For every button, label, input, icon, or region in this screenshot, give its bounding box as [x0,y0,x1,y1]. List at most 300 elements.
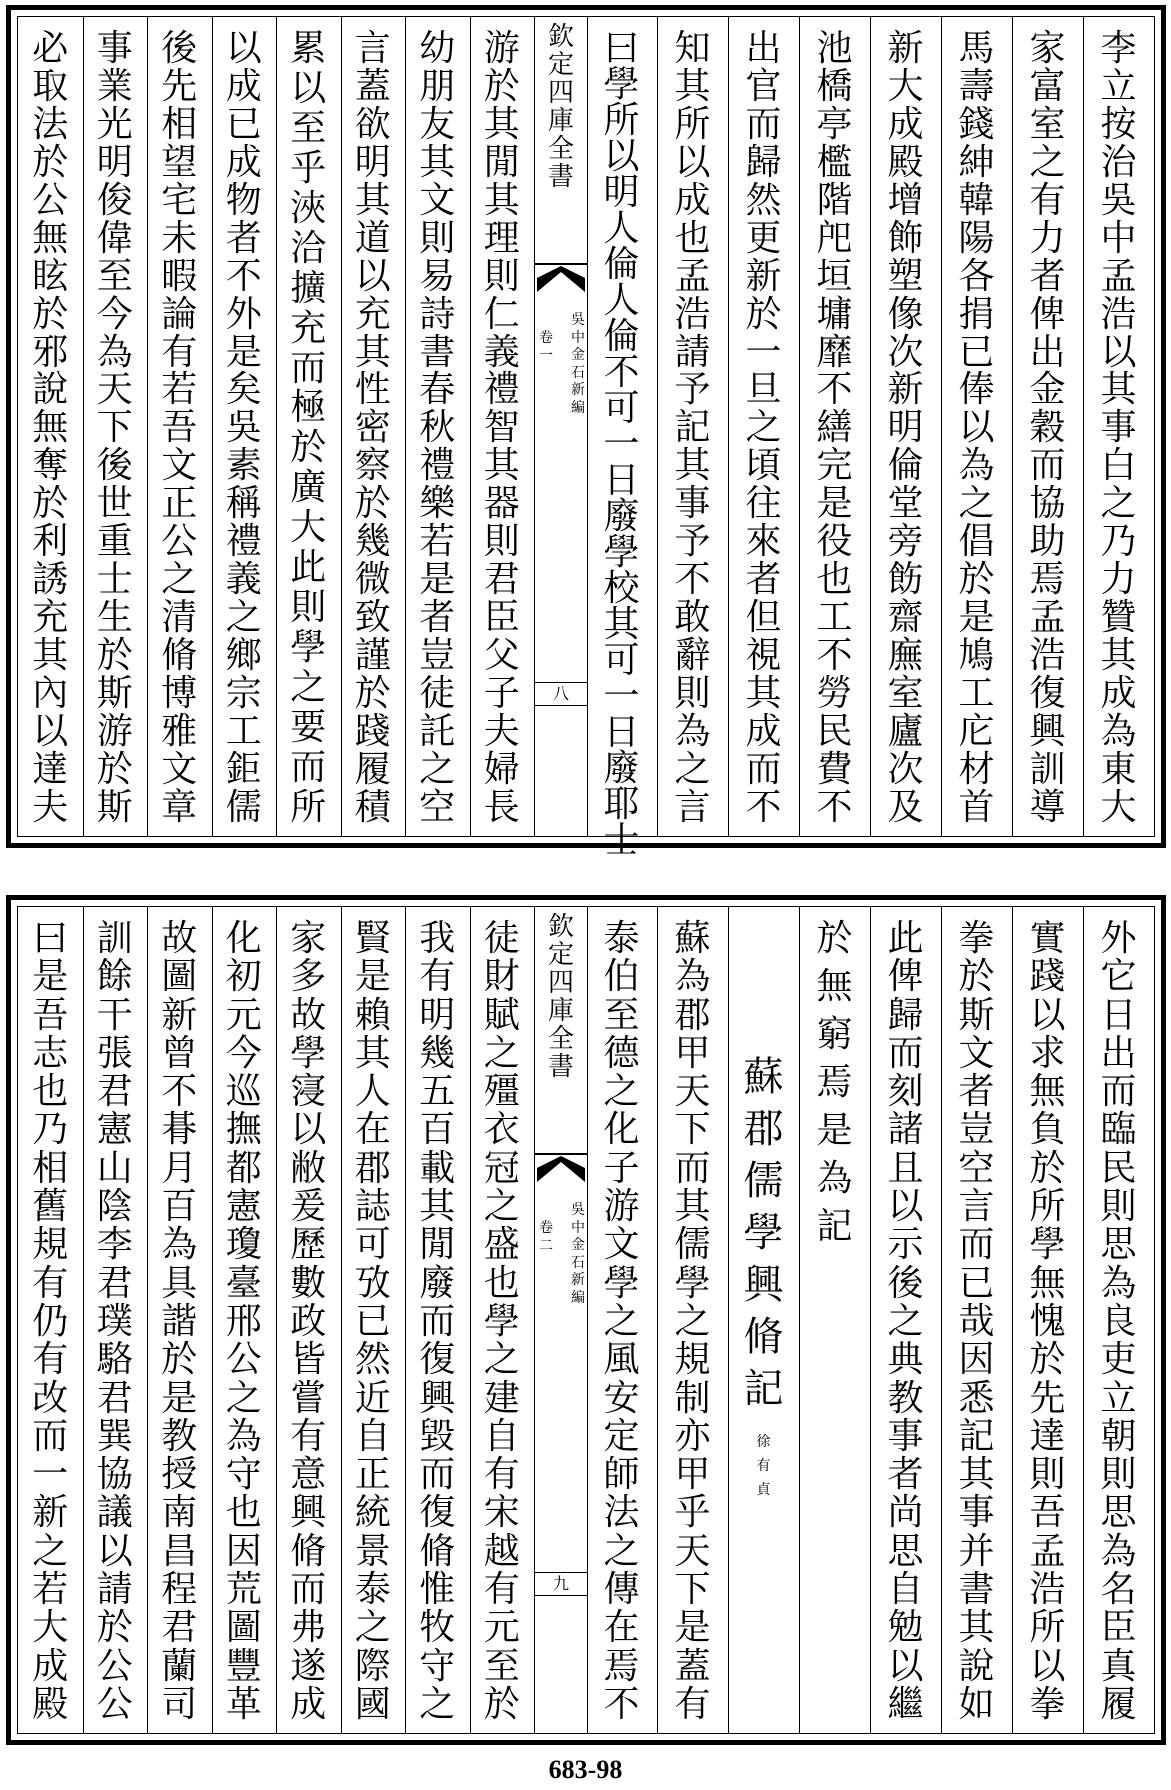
text-column-char: 倫 [603,244,640,285]
text-column-char: 公 [161,521,198,563]
text-column-char: 有 [161,331,198,373]
text-column-char: 各 [958,255,995,297]
text-column [882,907,929,1733]
text-column-char: 荒 [225,1569,262,1611]
text-column-char: 材 [958,748,995,790]
text-column-char: 成 [32,1645,69,1687]
text-column-char: 幾 [419,1032,456,1074]
column-rule [1012,907,1013,1733]
text-column-char: 於 [32,483,69,525]
text-column-char: 無 [1029,1071,1066,1113]
text-column-char: 以 [603,136,640,177]
text-column-char: 五 [419,1071,456,1113]
text-column-char: 際 [354,1645,391,1687]
text-column-char: 日 [1100,994,1137,1036]
text-column-char: 成 [887,103,924,145]
text-column-char: 公 [96,1645,133,1687]
text-column-char: 學 [1029,1224,1066,1266]
text-column-char: 明 [96,141,133,183]
text-column-char: 金 [1029,369,1066,411]
text-column-char: 新 [887,369,924,411]
text-column-char: 者 [419,597,456,639]
text-column [478,17,525,836]
text-column-char: 公 [32,179,69,221]
text-column-char: 其 [674,1186,711,1228]
text-column-char: 於 [1029,1339,1066,1381]
text-column-char: 興 [1029,710,1066,752]
text-column-char: 新 [161,994,198,1036]
text-column-char: 者 [887,1454,924,1496]
text-column-char: 後 [161,28,198,69]
text-column-char: 於 [958,956,995,998]
text-column-char: 俾 [1029,293,1066,335]
book-subtitle [571,312,585,417]
text-column-char: 李 [1100,28,1137,69]
text-column-char: 而 [745,103,782,145]
book-subtitle-char: 吳 [571,312,585,328]
text-column-char: 記 [816,1206,853,1247]
column-rule [405,907,406,1733]
column-rule [276,907,277,1733]
text-column-char: 士 [603,820,640,861]
text-column-char: 憲 [225,1186,262,1228]
column-rule [1083,907,1084,1733]
text-column-char: 韓 [958,179,995,221]
text-column-char: 有 [32,1262,69,1304]
series-title-char: 定 [547,940,574,971]
text-column-char: 於 [96,748,133,790]
text-column-char: 改 [32,1377,69,1419]
text-column-char: 授 [161,1454,198,1496]
text-column [811,17,858,836]
text-column-char: 之 [887,1300,924,1342]
text-column-char: 所 [603,100,640,141]
text-column-char: 也 [674,217,711,259]
text-column-char: 而 [419,1454,456,1496]
text-column-char: 至 [96,255,133,297]
text-column-char: 嘗 [290,1377,327,1419]
text-column-char: 請 [674,331,711,373]
text-column-char: 蘭 [161,1645,198,1687]
bottom-page-inner-frame [17,906,1155,1734]
text-column-char: 已 [958,1262,995,1304]
text-column-char: 言 [674,786,711,828]
text-column-char: 而 [958,1224,995,1266]
text-column-char: 泰 [603,918,640,959]
text-column-char: 性 [354,369,391,411]
text-column-char: 乎 [674,1492,711,1534]
text-column-char: 廬 [887,710,924,752]
text-column-char: 次 [887,331,924,373]
text-column-char: 之 [674,1300,711,1342]
text-column-char: 大 [1100,786,1137,828]
text-column-char: 言 [958,1186,995,1228]
text-column-char: 中 [1100,217,1137,259]
column-rule [405,17,406,836]
column-rule [276,17,277,836]
text-column-char: 以 [96,1530,133,1572]
text-column-char: 致 [354,597,391,639]
essay-title-char: 學 [743,1210,784,1256]
text-column-char: 欲 [354,103,391,145]
text-column-char: 其 [1100,369,1137,411]
text-column-char: 安 [603,1377,640,1419]
text-column-char: 尚 [887,1492,924,1534]
text-column-char: 學 [603,64,640,105]
text-column-char: 舊 [32,1186,69,1228]
text-column-char: 說 [32,369,69,411]
text-column-char: 郡 [354,1147,391,1189]
text-column-char: 閒 [419,1224,456,1266]
text-column-char: 自 [483,1415,520,1457]
text-column-char: 下 [674,1569,711,1611]
text-column-char: 窮 [816,1014,853,1055]
text-column-char: 焉 [1029,559,1066,601]
text-column-char: 斯 [958,994,995,1036]
text-column-char: 重 [96,521,133,563]
text-column-char: 之 [290,667,327,708]
text-column-char: 公 [225,1339,262,1381]
text-column-char: 者 [225,217,262,259]
text-column-char: 風 [603,1339,640,1381]
text-column-char: 婦 [483,748,520,790]
text-column-char: 為 [225,1415,262,1457]
text-column-char: 巡 [225,1071,262,1113]
text-column-char: 先 [161,65,198,107]
text-column-char: 理 [483,217,520,259]
text-column-char: 也 [816,559,853,601]
book-subtitle-char: 石 [571,1254,585,1271]
text-column-char: 游 [96,710,133,752]
text-column-char: 餘 [96,956,133,998]
text-column-char: 訓 [1029,748,1066,790]
text-column-char: 書 [419,331,456,373]
column-rule [83,17,84,836]
text-column-char: 而 [1029,445,1066,487]
text-column-char: 章 [161,786,198,828]
text-column-char: 新 [745,255,782,297]
text-column-char: 意 [290,1454,327,1496]
text-column-char: 是 [816,483,853,525]
text-column-char: 孟 [1029,1530,1066,1572]
text-column-char: 廣 [290,467,327,509]
text-column-char: 其 [958,1607,995,1649]
text-column-char: 繼 [887,1683,924,1725]
text-column-char: 而 [745,748,782,790]
text-column-char: 學 [603,532,640,573]
text-column-char: 吳 [1100,179,1137,221]
text-column-char: 清 [161,597,198,639]
text-column-char: 思 [887,1530,924,1572]
text-column-char: 積 [354,786,391,828]
text-column-char: 明 [603,172,640,213]
text-column-char: 下 [674,1109,711,1151]
text-column-char: 不 [816,635,853,676]
footer-page-number: 683-98 [548,1755,623,1784]
text-column [669,907,716,1733]
text-column-char: 履 [1100,1683,1137,1725]
text-column-char: 橋 [816,65,853,107]
text-column-char: 捐 [958,293,995,335]
text-column-char: 而 [32,1415,69,1457]
text-column-char: 其 [674,445,711,487]
text-column-char: 一 [603,676,640,717]
text-column-char: 更 [745,217,782,259]
text-column-char: 可 [354,1224,391,1266]
text-column-char: 也 [483,1262,520,1304]
text-column-char: 司 [161,1683,198,1725]
text-column-char: 明 [419,994,456,1036]
text-column-char: 飭 [887,559,924,601]
text-column-char: 臺 [225,1262,262,1304]
text-column-char: 視 [745,635,782,676]
text-column-char: 東 [1100,748,1137,790]
text-column-char: 百 [161,1186,198,1228]
text-column-char: 增 [887,179,924,221]
column-rule [657,907,658,1733]
text-column-char: 化 [603,1109,640,1151]
text-column-char: 之 [419,1683,456,1725]
text-column-char: 至 [290,107,327,149]
column-rule [1083,17,1084,836]
text-column-char: 儒 [674,1224,711,1266]
text-column-char: 役 [816,521,853,563]
text-column-char: 樂 [419,483,456,525]
text-column-char: 以 [354,255,391,297]
text-column-char: 來 [745,521,782,563]
text-column-char: 多 [290,956,327,998]
text-column-char: 邢 [225,1300,262,1342]
text-column-char: 學 [603,1262,640,1304]
text-column-char: 成 [674,179,711,221]
text-column [156,907,203,1733]
text-column-char: 於 [96,1607,133,1649]
text-column-char: 事 [958,1492,995,1534]
text-column-char: 倫 [887,445,924,487]
text-column-char: 曰 [32,918,69,959]
text-column-char: 人 [603,208,640,249]
text-column-char: 斯 [96,672,133,714]
text-column-char: 邪 [32,331,69,373]
text-column-char: 者 [745,559,782,601]
text-column-char: 者 [958,1071,995,1113]
text-column-char: 後 [887,1262,924,1304]
text-column-char: 之 [674,748,711,790]
text-column-char: 宅 [161,179,198,221]
text-column-char: 殿 [32,1683,69,1725]
text-column-char: 父 [483,635,520,676]
text-column-char: 像 [887,293,924,335]
text-column-char: 廢 [603,748,640,789]
text-column-char: 費 [816,748,853,790]
text-column-char: 導 [1029,786,1066,828]
text-column-char: 浩 [674,293,711,335]
text-column-char: 曰 [603,28,640,69]
text-column-char: 臨 [1100,1109,1137,1151]
text-column-char: 以 [290,67,327,109]
text-column-char: 乃 [1100,521,1137,563]
text-column-char: 法 [32,103,69,145]
book-subtitle-char: 金 [571,347,585,363]
text-column-char: 往 [745,483,782,525]
text-column-char: 力 [1029,217,1066,259]
juan-label [539,330,553,365]
text-column-char: 於 [1029,1147,1066,1189]
text-column-char: 其 [603,604,640,645]
top-page-frame [6,5,1166,861]
text-column-char: 臣 [1100,1607,1137,1649]
text-column-char: 儒 [225,786,262,828]
bottom-page-frame [6,895,1166,1745]
text-column-char: 若 [419,521,456,563]
text-column-char: 堂 [887,483,924,525]
text-column-char: 於 [958,559,995,601]
text-column-char: 賢 [354,918,391,959]
text-column-char: 數 [290,1262,327,1304]
text-column-char: 因 [958,1339,995,1381]
text-column-char: 紳 [958,141,995,183]
text-column-char: 脩 [290,1530,327,1572]
text-column-char: 璞 [96,1300,133,1342]
text-column-char: 其 [419,141,456,183]
text-column-char: 在 [354,1109,391,1151]
text-column-char: 一 [32,1454,69,1496]
text-column-char: 伯 [603,956,640,998]
text-column-char: 公 [96,1683,133,1725]
text-column-char: 其 [958,1454,995,1496]
text-column-char: 寖 [290,1071,327,1113]
text-column-char: 典 [887,1339,924,1381]
text-column-char: 飾 [887,217,924,259]
text-column-char: 山 [96,1147,133,1189]
text-column-char: 無 [1029,1262,1066,1304]
text-column-char: 於 [483,1683,520,1725]
text-column-char: 君 [483,559,520,601]
text-column-char: 外 [1100,918,1137,959]
text-column-char: 宋 [483,1492,520,1534]
text-column-char: 內 [32,672,69,714]
text-column-char: 已 [225,103,262,145]
text-column-char: 而 [290,347,327,389]
text-column-char: 賴 [354,994,391,1036]
text-column-char: 書 [958,1569,995,1611]
text-column-char: 泰 [354,1569,391,1611]
text-column-char: 協 [1029,483,1066,525]
essay-title-char: 記 [743,1366,784,1412]
series-title-char: 全 [547,134,574,165]
text-column-char: 擴 [290,267,327,309]
text-column-char: 為 [1100,1530,1137,1572]
text-column-char: 博 [161,672,198,714]
text-column-char: 之 [225,597,262,639]
text-column-char: 其 [745,672,782,714]
text-column-char: 說 [958,1645,995,1687]
text-column-char: 亦 [674,1415,711,1457]
text-column-char: 是 [816,1110,853,1151]
text-column-char: 階 [816,179,853,221]
text-column-char: 皆 [290,1339,327,1381]
text-column-char: 檻 [816,141,853,183]
text-column-char: 之 [225,1377,262,1419]
text-column-char: 吾 [161,407,198,449]
text-column-char: 也 [225,1492,262,1534]
text-column-char: 之 [354,1607,391,1649]
text-column-char: 是 [161,1377,198,1419]
text-column-char: 豐 [225,1645,262,1687]
text-column-char: 禮 [419,445,456,487]
text-column-char: 為 [674,710,711,752]
text-column-char: 蘇 [674,918,711,959]
text-column-char: 吏 [1100,1339,1137,1381]
text-column-char: 則 [483,255,520,297]
text-column [953,907,1000,1733]
column-rule [83,907,84,1733]
text-column-char: 盛 [483,1224,520,1266]
text-column-char: 其 [483,179,520,221]
text-column-char: 謹 [354,635,391,676]
text-column-char: 國 [354,1683,391,1725]
text-column-char: 所 [290,786,327,828]
text-column-char: 有 [290,1415,327,1457]
text-column-char: 出 [1029,331,1066,373]
text-column-char: 不 [603,1683,640,1725]
text-column-char: 牧 [419,1607,456,1649]
text-column-char: 文 [161,445,198,487]
text-column-char: 脩 [161,635,198,676]
text-column-char: 師 [603,1454,640,1496]
text-column-char: 游 [483,28,520,69]
text-column-char: 旁 [887,521,924,563]
text-column-char: 思 [1100,1224,1137,1266]
text-column-char: 干 [96,994,133,1036]
book-subtitle-char: 編 [571,399,585,416]
text-column-char: 贊 [1100,597,1137,639]
text-column-char: 不 [674,559,711,601]
text-column-char: 及 [887,786,924,828]
text-column-char: 極 [290,387,327,429]
text-column-char: 是 [32,956,69,998]
text-column-char: 記 [674,407,711,449]
text-column-char: 景 [354,1530,391,1572]
text-column-char: 於 [354,672,391,714]
text-column-char: 室 [1029,103,1066,145]
text-column-char: 踐 [1029,956,1066,998]
text-column [478,907,525,1733]
text-column-char: 自 [354,1415,391,1457]
text-column-char: 冠 [483,1147,520,1189]
text-column-char: 因 [225,1530,262,1572]
book-subtitle-char: 石 [571,364,585,381]
text-column [220,907,267,1733]
text-column-char: 君 [161,1607,198,1649]
text-column-char: 之 [483,1339,520,1381]
text-column-char: 助 [1029,521,1066,563]
series-title-char: 庫 [547,106,574,137]
text-column-char: 則 [1029,1454,1066,1496]
text-column-char: 拳 [1029,1683,1066,1725]
text-column-char: 幾 [354,521,391,563]
text-column-char: 為 [1100,710,1137,752]
text-column-char: 在 [603,1607,640,1649]
leaf-number: 八 [535,682,587,706]
text-column-char: 正 [161,483,198,525]
text-column-char: 求 [1029,1032,1066,1074]
text-column-char: 諸 [887,1109,924,1151]
text-column-char: 馬 [958,28,995,69]
text-column-char: 至 [603,994,640,1036]
text-column-char: 治 [1100,141,1137,183]
text-column-char: 學 [290,627,327,669]
